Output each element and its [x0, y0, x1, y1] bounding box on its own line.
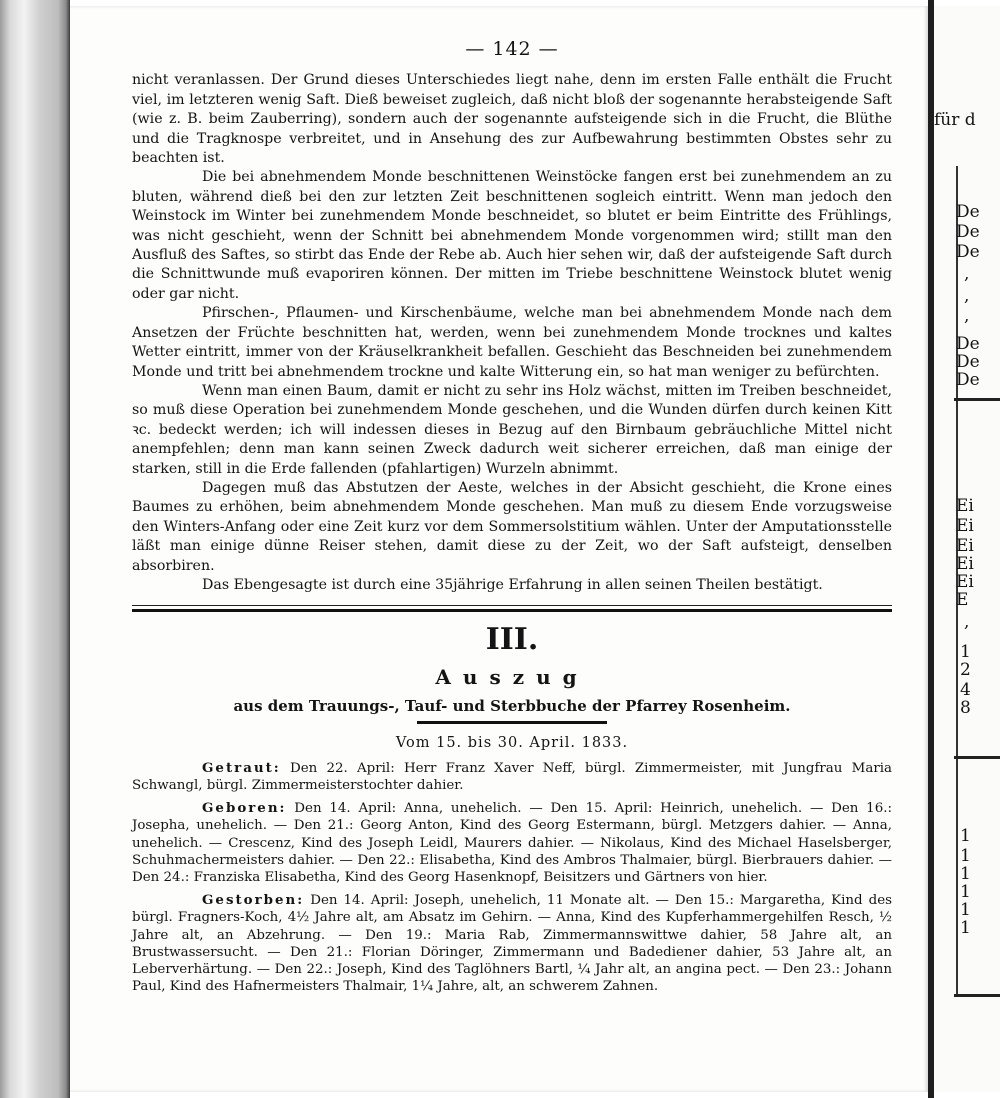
register-married	[132, 760, 892, 794]
born-label: Geboren:	[202, 800, 287, 817]
adjacent-number: 1	[960, 864, 971, 884]
page-number: — 142 —	[465, 38, 559, 60]
adjacent-rule	[954, 994, 1000, 997]
register-died	[132, 892, 892, 995]
adjacent-page	[934, 6, 1000, 1092]
date-range: Vom 15. bis 30. April. 1833.	[395, 735, 629, 752]
adjacent-fragment: De	[956, 202, 980, 222]
paragraph-3: Pfirschen-, Pflaumen- und Kirschenbäume, welche man bei abnehmendem Monde nach dem Ansetzen der Früchte beschnitten hat, werden, wenn bei zunehmendem Monde trocknes und kaltes Wetter eintritt, immer von der Kräuselkrankheit befallen. Geschieht das Beschneiden bei zunehmendem Monde und tritt bei abnehmendem trockne und kalte Witterung ein, so hat man weniger zu befürchten.	[132, 305, 892, 380]
adjacent-number: 1	[960, 900, 971, 920]
register-born	[132, 800, 892, 886]
adjacent-number: 1	[960, 642, 971, 662]
subheading-rule	[417, 721, 607, 724]
section-numeral: III.	[485, 622, 539, 658]
paragraph-5: Dagegen muß das Abstutzen der Aeste, welches in der Absicht geschieht, die Krone eines Baumes zu erhöhen, beim abnehmendem Monde geschehen. Man muß zu diesem Ende vorzugsweise den Winters-Anfang oder eine Zeit kurz vor dem Sommersolstitium wählen. Unter der Amputationsstelle läßt man einige dünne Reiser stehen, damit diese zu der Zeit, wo der Saft aufsteigt, denselben absorbiren.	[132, 479, 892, 574]
divider-thin-line	[132, 605, 892, 606]
adjacent-fragment: De	[956, 370, 980, 390]
adjacent-number: 1	[960, 882, 971, 902]
married-entries: Den 22. April: Herr Franz Xaver Neff, bürgl. Zimmermeister, mit Jungfrau Maria Schwangl, bürgl. Zimmermeisterstochter dahier.	[132, 760, 892, 793]
adjacent-header: für d	[934, 110, 976, 130]
adjacent-number: 8	[960, 698, 971, 718]
adjacent-fragment: ,	[964, 612, 970, 632]
paragraph-2: Die bei abnehmendem Monde beschnittenen Weinstöcke fangen erst bei zunehmendem an zu bluten, während dieß bei den zur letzten Zeit beschnittenen sogleich eintritt. Wenn man jedoch den Weinstock im Winter bei zunehmendem Monde beschneidet, so blutet er beim Eintritte des Frühlings, was nicht geschieht, wenn der Schnitt bei abnehmendem Monde vorgenommen wird; stillt man den Ausfluß des Saftes, so stirbt das Ende der Rebe ab. Auch hier sehen wir, daß der aufsteigende Saft durch die Schnittwunde muß evaporiren können. Der mitten im Triebe beschnittene Weinstock blutet wenig oder gar nicht.	[132, 169, 892, 302]
died-label: Gestorben:	[202, 892, 305, 909]
adjacent-fragment: De	[956, 352, 980, 372]
adjacent-fragment: E	[956, 590, 969, 610]
adjacent-number: 1	[960, 826, 971, 846]
paragraph-1: nicht veranlassen. Der Grund dieses Unterschiedes liegt nahe, denn im ersten Falle enthält die Frucht viel, im letzteren wenig Saft. Dieß beweiset zugleich, daß nicht bloß der sogenannte herabsteigende Saft (wie z. B. beim Zauberring), sondern auch der sogenannte aufsteigende sich in die Frucht, die Blüthe und die Tragknospe verbreitet, und in Ansehung des zur Aufbewahrung bestimmten Obstes sehr zu beachten ist.	[132, 72, 892, 167]
adjacent-number: 2	[960, 660, 971, 680]
divider-thick-line	[132, 609, 892, 612]
adjacent-fragment: Ei	[956, 496, 974, 516]
page-text-area	[132, 40, 892, 995]
adjacent-fragment: Ei	[956, 536, 974, 556]
adjacent-rule	[954, 756, 1000, 759]
adjacent-number: 4	[960, 680, 971, 700]
adjacent-fragment: De	[956, 222, 980, 242]
adjacent-number: 1	[960, 846, 971, 866]
adjacent-fragment: ,	[964, 264, 970, 284]
adjacent-fragment: ,	[964, 286, 970, 306]
adjacent-fragment: Ei	[956, 554, 974, 574]
section-subheading: aus dem Trauungs-, Tauf- und Sterbbuche der Pfarrey Rosenheim.	[233, 697, 791, 716]
book-binding	[0, 0, 70, 1098]
adjacent-fragment: De	[956, 242, 980, 262]
section-heading: Auszug	[435, 665, 589, 690]
paragraph-6: Das Ebengesagte ist durch eine 35jährige Erfahrung in allen seinen Theilen bestätigt.	[202, 576, 823, 593]
married-label: Getraut:	[202, 759, 281, 776]
adjacent-fragment: ,	[964, 306, 970, 326]
adjacent-fragment: Ei	[956, 572, 974, 592]
adjacent-fragment: De	[956, 334, 980, 354]
born-entries: Den 14. April: Anna, unehelich. — Den 15. April: Heinrich, unehelich. — Den 16.: Josepha, unehelich. — Den 21.: Georg Anton, Kind des Georg Estermann, bürgl. Metzgers dahier. — Anna, unehelich. — Crescenz, Kind des Joseph Leidl, Maurers dahier. — Nikolaus, Kind des Michael Haselsberger, Schuhmachermeisters dahier. — Den 22.: Elisabetha, Kind des Ambros Thalmaier, bürgl. Bierbrauers dahier. — Den 24.: Franziska Elisabetha, Kind des Georg Hasenknopf, Beisitzers und Gärtners von hier.	[132, 801, 892, 885]
adjacent-fragment: Ei	[956, 516, 974, 536]
section-divider	[132, 605, 892, 612]
adjacent-number: 1	[960, 918, 971, 938]
paragraph-4: Wenn man einen Baum, damit er nicht zu sehr ins Holz wächst, mitten im Treiben beschneidet, so muß diese Operation bei zunehmendem Monde geschehen, und die Wunden dürfen durch keinen Kitt ꝛc. bedeckt werden; ich will indessen dieses in Bezug auf den Birnbaum gebräuchliche Mittel nicht anempfehlen; denn man kann seinen Zweck dadurch weit sicherer erreichen, daß man einige der starken, still in die Erde fallenden (pfahlartigen) Wurzeln abnimmt.	[132, 382, 892, 477]
died-entries: Den 14. April: Joseph, unehelich, 11 Monate alt. — Den 15.: Margaretha, Kind des bürgl. Fragners-Koch, 4½ Jahre alt, am Absatz im Gehirn. — Anna, Kind des Kupferhammergehilfen Resch, ½ Jahre alt, an Abzehrung. — Den 19.: Maria Rab, Zimmermannswittwe dahier, 58 Jahre alt, an Brustwassersucht. — Den 21.: Florian Döringer, Zimmermann und Badediener dahier, 53 Jahre alt, an Leberverhärtung. — Den 22.: Joseph, Kind des Taglöhners Bartl, ¼ Jahr alt, an angina pect. — Den 23.: Johann Paul, Kind des Hafnermeisters Thalmair, 1¼ Jahre, alt, an schwerem Zahnen.	[132, 893, 892, 995]
adjacent-rule	[954, 398, 1000, 401]
